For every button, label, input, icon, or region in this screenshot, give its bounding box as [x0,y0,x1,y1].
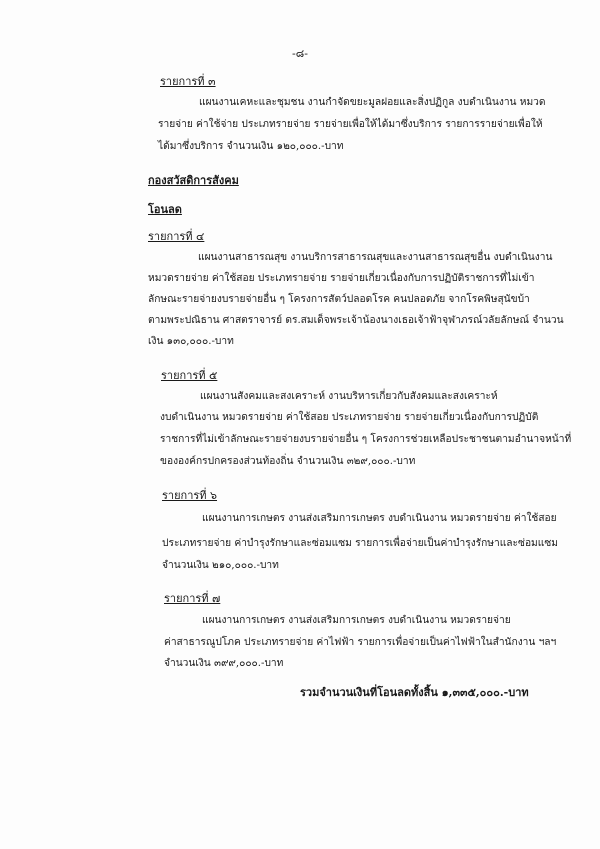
grand-total: รวมจำนวนเงินที่โอนลดทั้งสิ้น ๑,๓๓๕,๐๐๐.-บาท [300,686,529,699]
item-4-line-5: เงิน ๑๓๐,๐๐๐.-บาท [148,336,234,347]
item-6-line-3: จำนวนเงิน ๒๑๐,๐๐๐.-บาท [162,560,279,571]
item-7-line-2: ค่าสาธารณูปโภค ประเภทรายจ่าย ค่าไฟฟ้า รายการเพื่อจ่ายเป็นค่าไฟฟ้าในสำนักงาน ฯลฯ [164,637,557,648]
item-7-line-3: จำนวนเงิน ๓๙๙,๐๐๐.-บาท [164,658,284,669]
item-7-line-1: แผนงานการเกษตร งานส่งเสริมการเกษตร งบดำเนินงาน หมวดรายจ่าย [202,615,511,626]
item-5-line-3: ราชการที่ไม่เข้าลักษณะรายจ่ายงบรายจ่ายอื่น ๆ โครงการช่วยเหลือประชาชนตามอำนาจหน้าที่ [160,434,572,445]
item-6-line-1: แผนงานการเกษตร งานส่งเสริมการเกษตร งบดำเนินงาน หมวดรายจ่าย ค่าใช้สอย [202,513,557,524]
item-5-heading: รายการที่ ๕ [161,369,218,382]
item-3-line-3: ได้มาซึ่งบริการ จำนวนเงิน ๑๒๐,๐๐๐.-บาท [158,141,344,152]
item-4-line-3: ลักษณะรายจ่ายงบรายจ่ายอื่น ๆ โครงการสัตว์ปลอดโรค คนปลอดภัย จากโรคพิษสุนัขบ้า [148,294,530,305]
subsection-title: โอนลด [148,203,182,216]
item-6-line-2: ประเภทรายจ่าย ค่าบำรุงรักษาและซ่อมแซม รายการเพื่อจ่ายเป็นค่าบำรุงรักษาและซ่อมแซม [162,538,558,549]
page-number: -๘- [292,47,308,60]
item-5-line-1: แผนงานสังคมและสงเคราะห์ งานบริหารเกี่ยวกับสังคมและสงเคราะห์ [200,391,498,402]
item-4-line-2: หมวดรายจ่าย ค่าใช้สอย ประเภทรายจ่าย รายจ่ายเกี่ยวเนื่องกับการปฏิบัติราชการที่ไม่เข้า [148,273,535,284]
section-title: กองสวัสดิการสังคม [148,174,239,187]
item-3-heading: รายการที่ ๓ [160,75,216,88]
item-5-line-2: งบดำเนินงาน หมวดรายจ่าย ค่าใช้สอย ประเภทรายจ่าย รายจ่ายเกี่ยวเนื่องกับการปฏิบัติ [160,412,539,423]
item-7-heading: รายการที่ ๗ [164,592,221,605]
item-5-line-4: ขององค์กรปกครองส่วนท้องถิ่น จำนวนเงิน ๓๒๙,๐๐๐.-บาท [160,456,416,467]
item-4-line-1: แผนงานสาธารณสุข งานบริการสาธารณสุขและงานสาธารณสุขอื่น งบดำเนินงาน [198,252,553,263]
item-3-line-1: แผนงานเคหะและชุมชน งานกำจัดขยะมูลฝอยและสิ่งปฏิกูล งบดำเนินงาน หมวด [199,97,546,108]
item-3-line-2: รายจ่าย ค่าใช้จ่าย ประเภทรายจ่าย รายจ่ายเพื่อให้ได้มาซึ่งบริการ รายการรายจ่ายเพื่อให้ [158,119,543,130]
item-6-heading: รายการที่ ๖ [162,489,218,502]
item-4-heading: รายการที่ ๔ [148,230,205,243]
item-4-line-4: ตามพระปณิธาน ศาสตราจารย์ ดร.สมเด็จพระเจ้าน้องนางเธอเจ้าฟ้าจุฬาภรณ์วลัยลักษณ์ จำนวน [148,315,564,326]
